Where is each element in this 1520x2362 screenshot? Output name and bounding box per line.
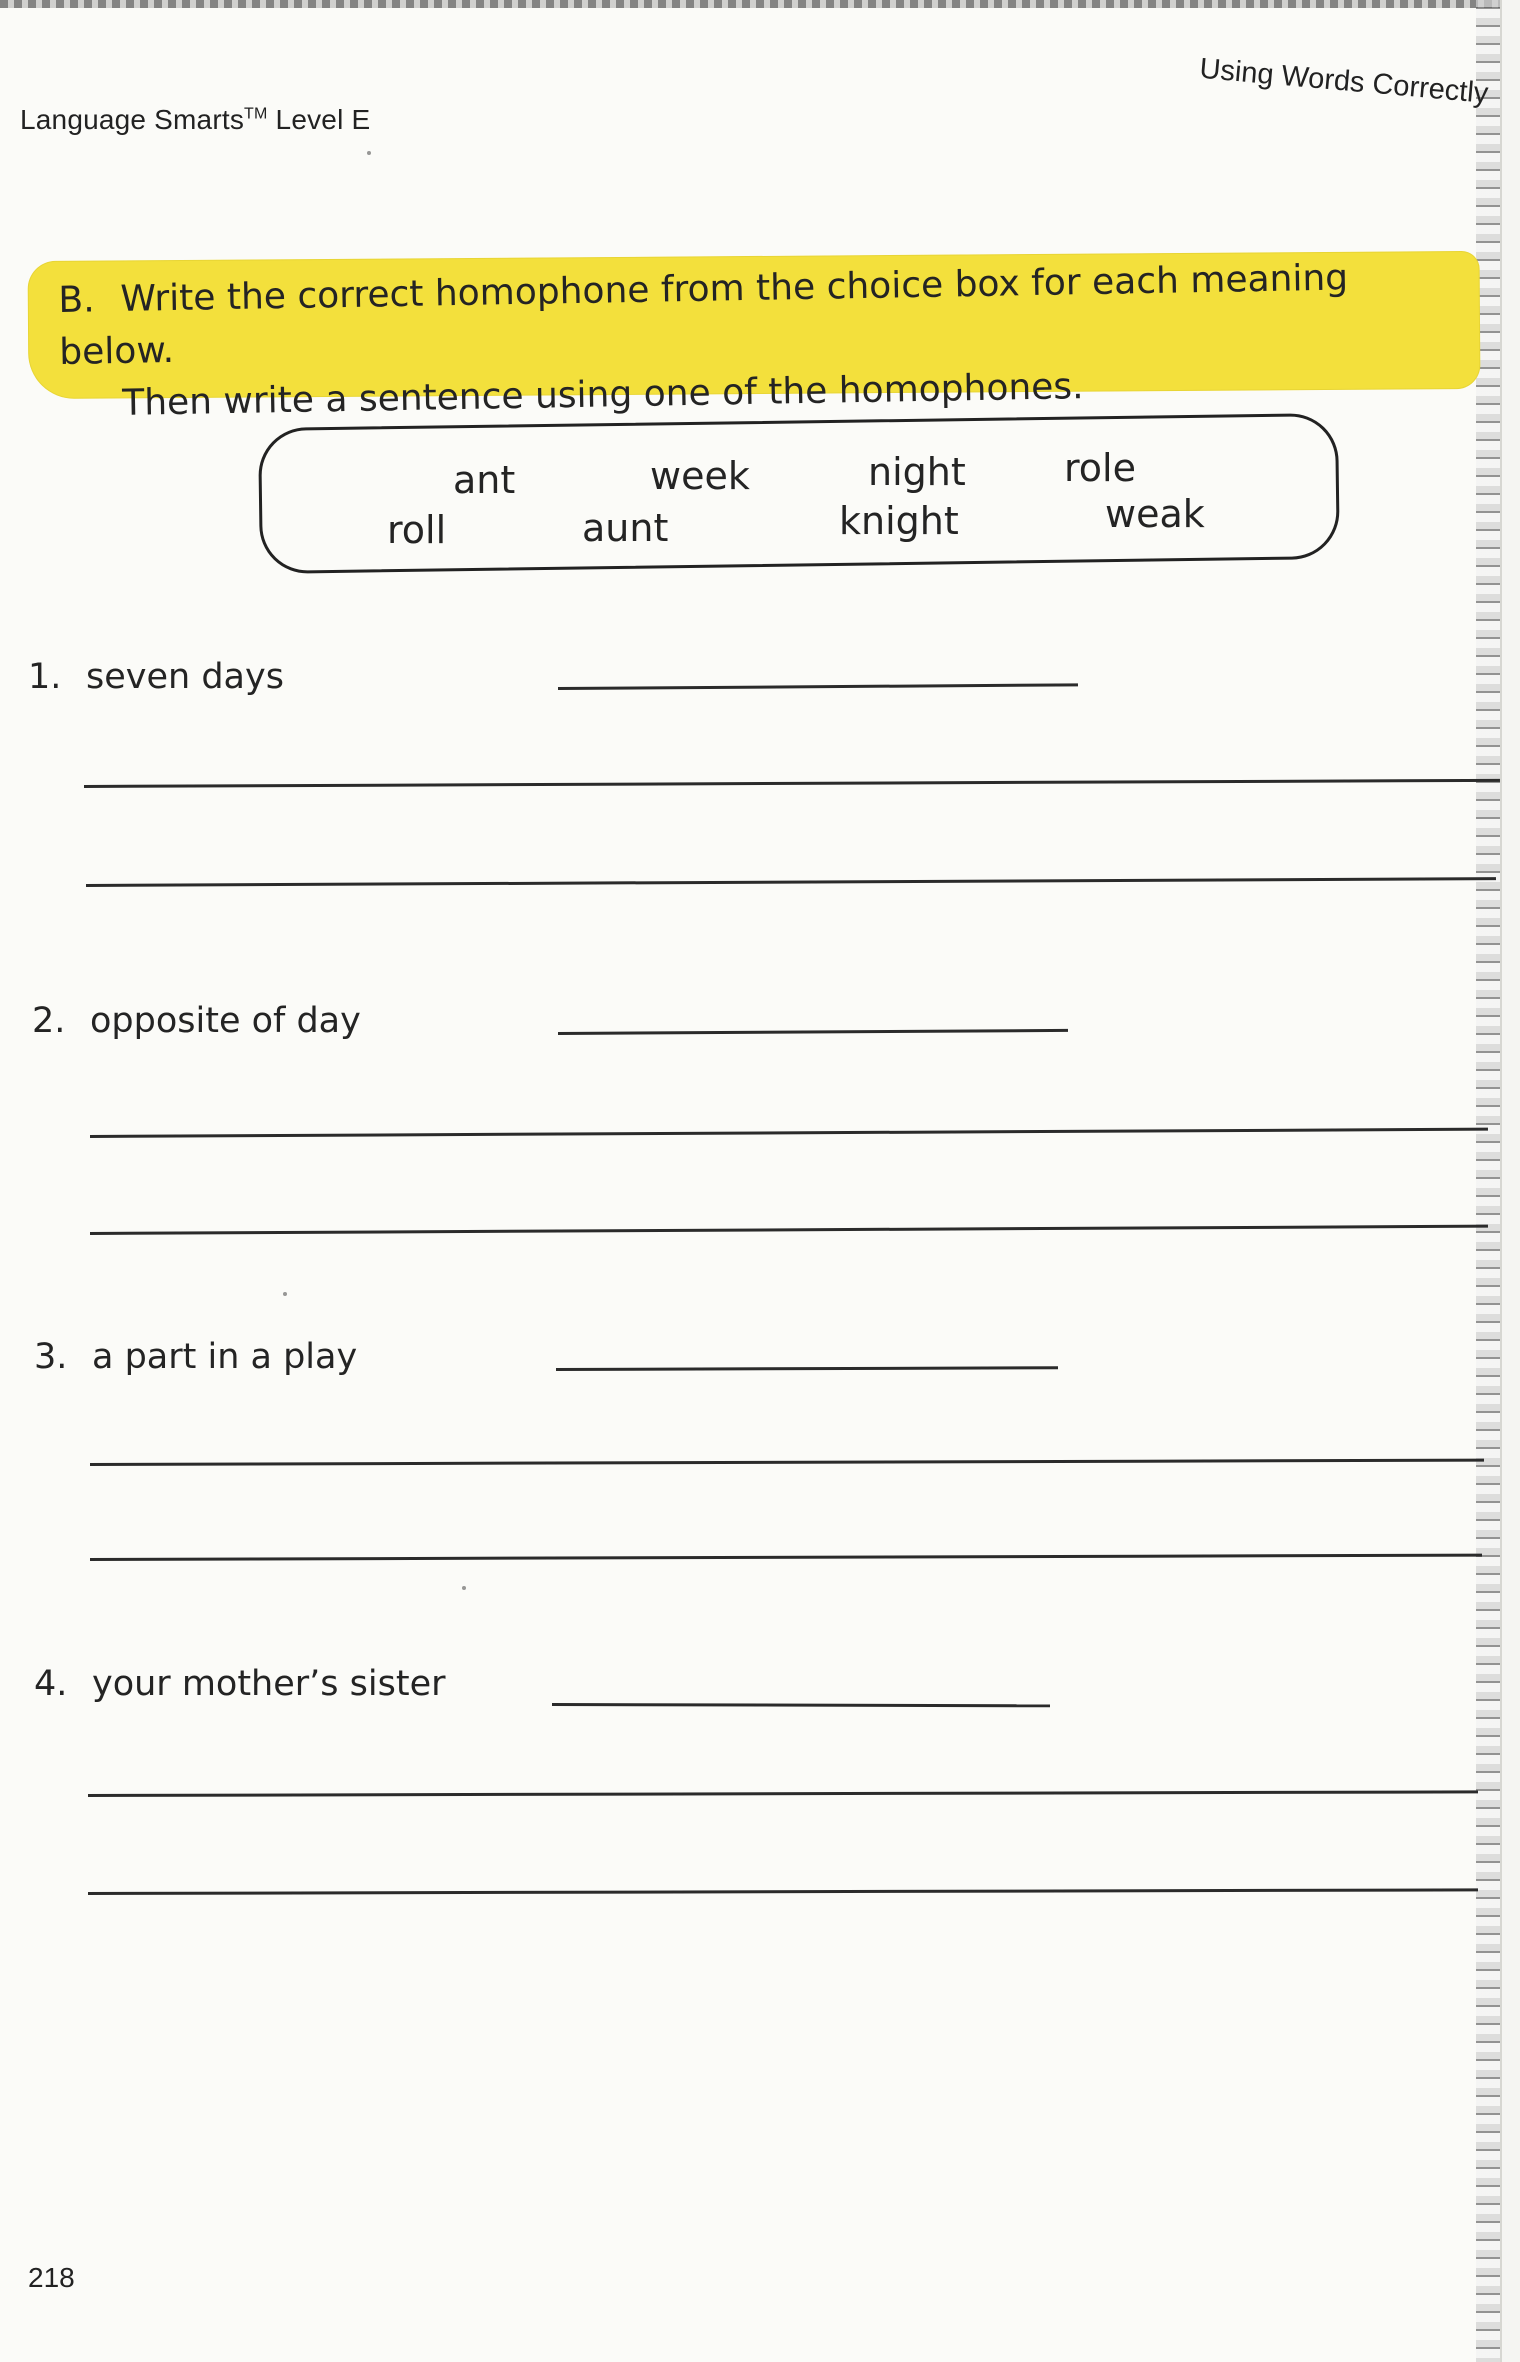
question-1 xyxy=(28,657,284,697)
book-header xyxy=(20,104,370,136)
section-title: Using Words Correctly xyxy=(1198,52,1490,110)
question-4 xyxy=(34,1664,446,1704)
section-letter: B. xyxy=(58,279,95,321)
question-number: 3. xyxy=(34,1337,68,1377)
choice-word: night xyxy=(868,450,966,494)
book-title: Language Smarts xyxy=(20,104,245,135)
paper-speck xyxy=(367,151,371,155)
sentence-line[interactable] xyxy=(90,1554,1482,1561)
answer-line[interactable] xyxy=(558,1029,1068,1035)
trademark-mark: TM xyxy=(244,105,268,123)
page-number: 218 xyxy=(28,2262,75,2293)
sentence-line[interactable] xyxy=(86,877,1496,887)
question-3 xyxy=(34,1337,357,1377)
paper-speck xyxy=(462,1586,466,1590)
top-page-border xyxy=(0,0,1500,8)
question-number: 2. xyxy=(32,1001,66,1041)
question-meaning: a part in a play xyxy=(92,1337,358,1377)
sentence-line[interactable] xyxy=(88,1888,1478,1895)
choice-word: knight xyxy=(839,499,959,543)
sentence-line[interactable] xyxy=(84,779,1500,788)
sentence-line[interactable] xyxy=(90,1459,1484,1466)
question-2 xyxy=(32,1001,361,1041)
question-meaning: your mother’s sister xyxy=(92,1664,446,1704)
instruction-text xyxy=(58,250,1471,431)
choice-word: aunt xyxy=(582,506,669,550)
answer-line[interactable] xyxy=(556,1366,1058,1371)
choice-word: ant xyxy=(453,458,516,502)
sentence-line[interactable] xyxy=(88,1790,1478,1797)
paper-speck xyxy=(283,1292,287,1296)
question-number: 1. xyxy=(28,657,62,697)
question-meaning: opposite of day xyxy=(90,1001,361,1041)
choice-word: role xyxy=(1064,446,1136,490)
question-number: 4. xyxy=(34,1664,68,1704)
choice-word: roll xyxy=(387,508,447,552)
sentence-line[interactable] xyxy=(90,1128,1488,1138)
answer-line[interactable] xyxy=(558,683,1078,690)
instruction-line-2: Then write a sentence using one of the homophones. xyxy=(121,366,1084,424)
answer-line[interactable] xyxy=(552,1703,1050,1707)
choice-word: weak xyxy=(1105,492,1205,536)
sentence-line[interactable] xyxy=(90,1225,1488,1235)
question-meaning: seven days xyxy=(86,657,284,697)
book-level: Level E xyxy=(275,104,371,135)
choice-word: week xyxy=(650,454,750,498)
instruction-sentence-1: Write the correct homophone from the choice box for each meaning below. xyxy=(58,257,1349,373)
